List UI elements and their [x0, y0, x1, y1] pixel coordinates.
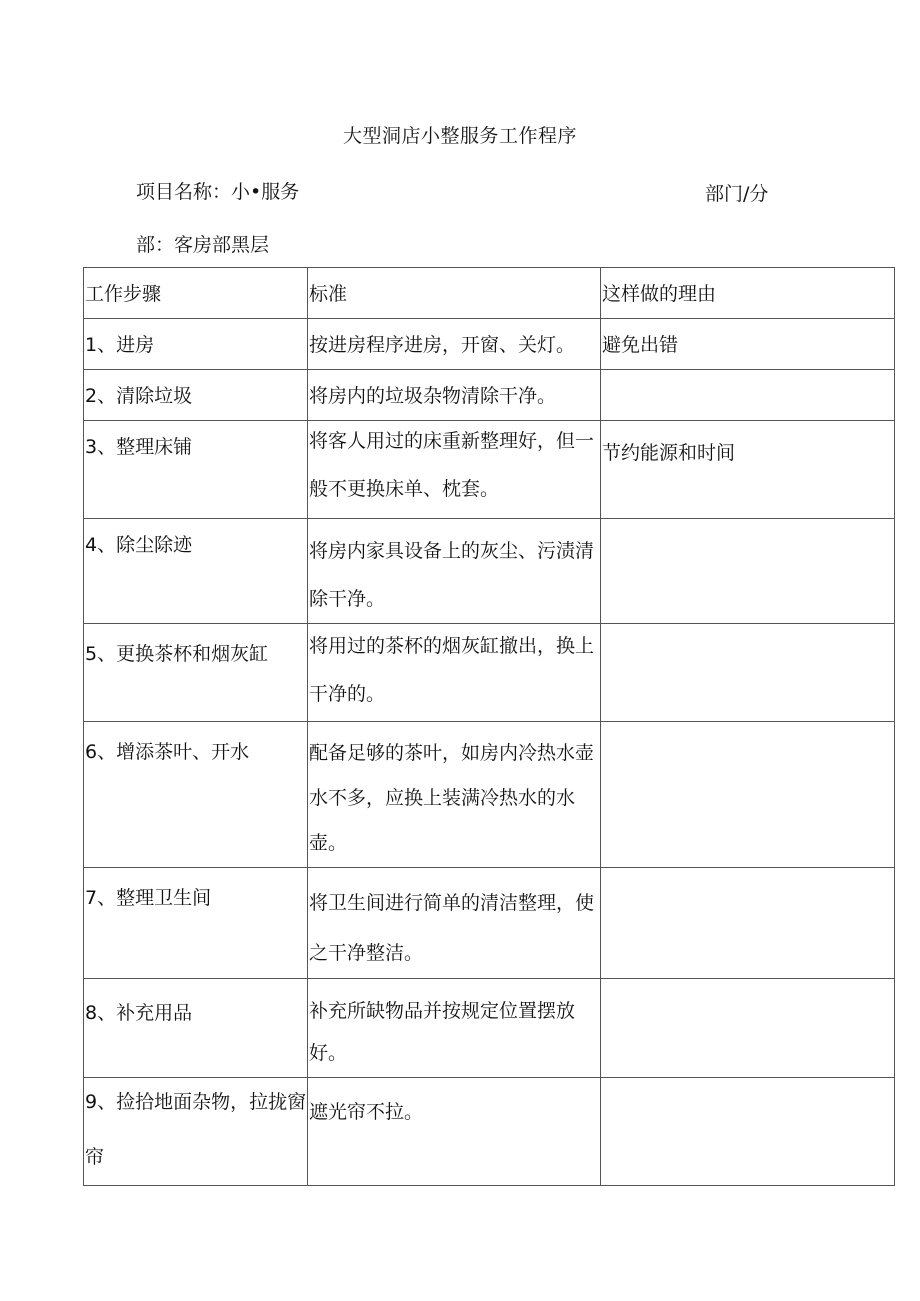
table-row — [84, 319, 895, 370]
step-cell: 3、整理床铺 — [84, 421, 308, 519]
project-name: 项目名称：小•服务 — [136, 181, 300, 203]
reason-cell — [601, 624, 895, 722]
table-row — [84, 421, 895, 519]
department-value: 部：客房部黑层 — [136, 234, 270, 256]
standard-cell: 补充所缺物品并按规定位置摆放好。 — [308, 979, 601, 1078]
step-cell: 9、捡拾地面杂物，拉拢窗帘 — [84, 1078, 308, 1186]
standard-cell: 将卫生间进行简单的清洁整理，使之干净整洁。 — [308, 868, 601, 979]
step-cell: 4、除尘除迹 — [84, 519, 308, 624]
header-step: 工作步骤 — [84, 268, 308, 319]
reason-cell — [601, 519, 895, 624]
standard-cell: 将用过的茶杯的烟灰缸撤出，换上干净的。 — [308, 624, 601, 722]
reason-cell — [601, 979, 895, 1078]
department-label: 部门/分 — [705, 183, 769, 205]
step-cell: 2、清除垃圾 — [84, 370, 308, 421]
step-cell: 1、进房 — [84, 319, 308, 370]
reason-cell: 避免出错 — [601, 319, 895, 370]
reason-cell — [601, 868, 895, 979]
table-row — [84, 624, 895, 722]
standard-cell: 将客人用过的床重新整理好，但一般不更换床单、枕套。 — [308, 421, 601, 519]
table-row — [84, 868, 895, 979]
table-header-row — [84, 268, 895, 319]
table-row — [84, 370, 895, 421]
reason-cell — [601, 1078, 895, 1186]
table-row — [84, 1078, 895, 1186]
reason-cell — [601, 722, 895, 868]
table-row — [84, 722, 895, 868]
document-title: 大型洞店小整服务工作程序 — [342, 125, 577, 147]
reason-cell — [601, 370, 895, 421]
standard-cell: 遮光帘不拉。 — [308, 1078, 601, 1186]
step-cell: 8、补充用品 — [84, 979, 308, 1078]
standard-cell: 配备足够的茶叶，如房内冷热水壶水不多，应换上装满冷热水的水壶。 — [308, 722, 601, 868]
standard-cell: 将房内家具设备上的灰尘、污渍清除干净。 — [308, 519, 601, 624]
reason-cell: 节约能源和时间 — [601, 421, 895, 519]
standard-cell: 按进房程序进房，开窗、关灯。 — [308, 319, 601, 370]
table-row — [84, 979, 895, 1078]
step-cell: 7、整理卫生间 — [84, 868, 308, 979]
header-standard: 标准 — [308, 268, 601, 319]
procedure-table — [83, 267, 895, 1186]
table-row — [84, 519, 895, 624]
header-reason: 这样做的理由 — [601, 268, 895, 319]
step-cell: 5、更换茶杯和烟灰缸 — [84, 624, 308, 722]
step-cell: 6、增添茶叶、开水 — [84, 722, 308, 868]
standard-cell: 将房内的垃圾杂物清除干净。 — [308, 370, 601, 421]
